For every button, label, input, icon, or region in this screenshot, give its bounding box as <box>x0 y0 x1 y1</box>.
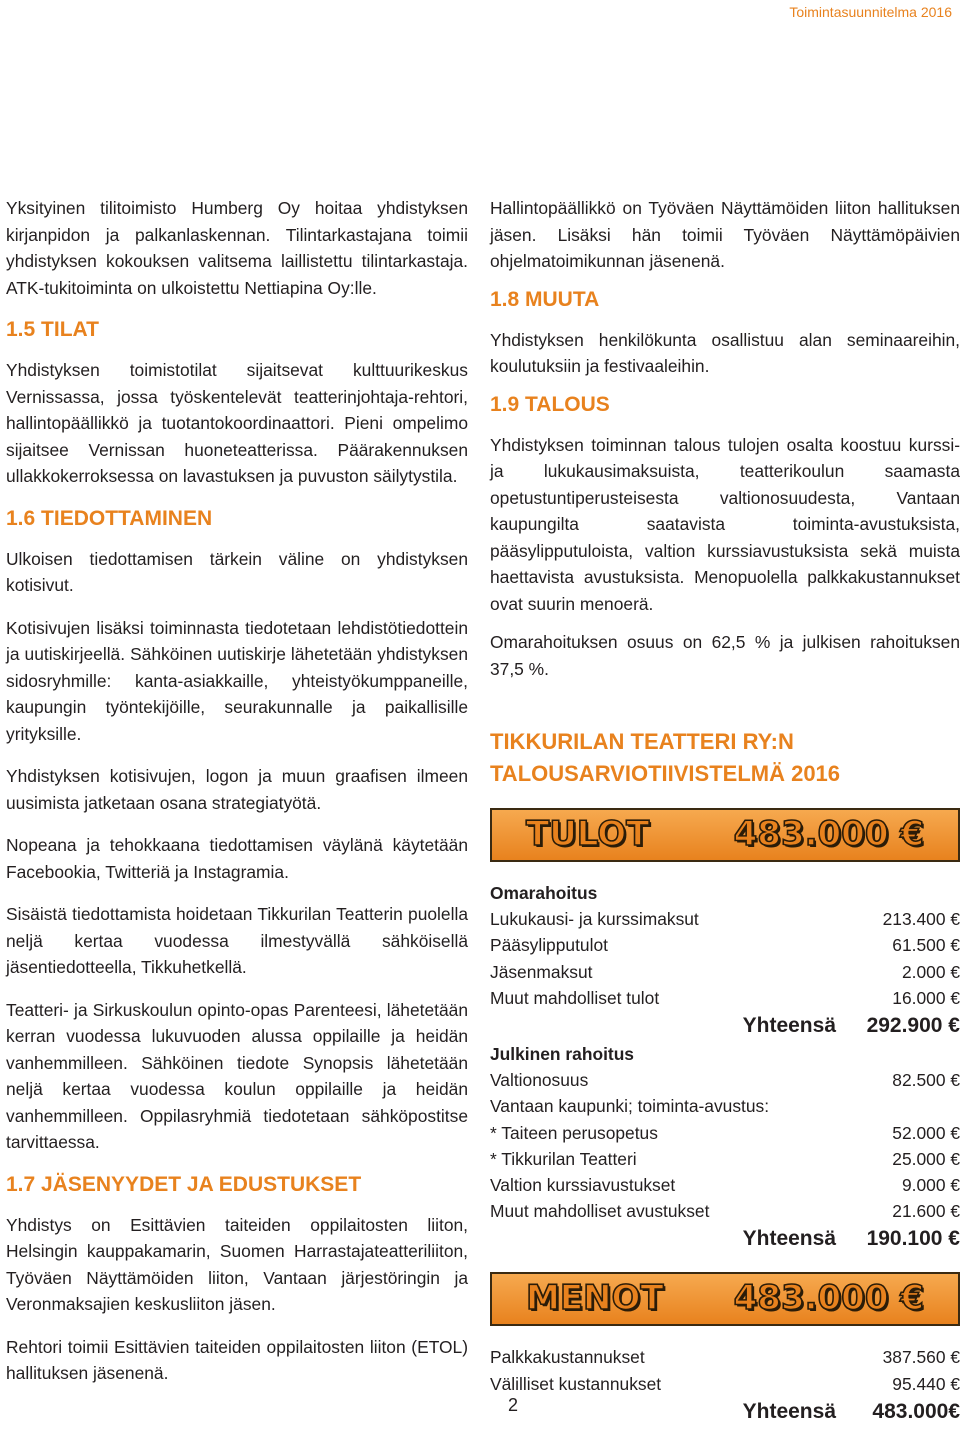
total-label: Yhteensä <box>742 1014 836 1038</box>
omarahoitus-title: Omarahoitus <box>490 883 598 903</box>
paragraph-muuta: Yhdistyksen henkilökunta osallistuu alan seminaareihin, koulutuksiin ja festivaaleihin. <box>490 329 960 376</box>
paragraph-talous-2: Omarahoituksen osuus on 62,5 % ja julkisen rahoituksen 37,5 %. <box>490 632 960 679</box>
paragraph-tiedottaminen-4: Nopeana ja tehokkaana tiedottamisen väylänä käytetään Facebookia, Twitteriä ja Instagramia. <box>6 835 468 882</box>
right-column <box>490 195 960 1427</box>
budget-row-value: 9.000 € <box>901 1175 960 1196</box>
budget-row-value: 213.400 € <box>882 909 960 930</box>
budget-row-label: Muut mahdolliset tulot <box>490 987 660 1008</box>
heading-budget-summary: TIKKURILAN TEATTERI RY:N TALOUSARVIOTIIVISTELMÄ 2016 <box>490 729 841 786</box>
budget-row <box>490 1371 960 1397</box>
menot-rows <box>490 1344 960 1396</box>
budget-row <box>490 1344 960 1370</box>
heading-muuta: 1.8 MUUTA <box>490 287 600 311</box>
heading-tilat: 1.5 TILAT <box>6 318 99 341</box>
expenses-banner-amount: 483.000 € <box>733 1278 924 1319</box>
running-header: Toimintasuunnitelma 2016 <box>789 4 952 20</box>
total-label: Yhteensä <box>742 1399 836 1423</box>
budget-row-label: Pääsylipputulot <box>490 935 608 956</box>
budget-row <box>490 1198 960 1224</box>
paragraph-talous-1: Yhdistyksen toiminnan talous tulojen osalta koostuu kurssi- ja lukukausimaksuista, teatterikoulun saamasta opetustuntiperusteisesta valtionosuudesta, Vantaan kaupungilta saatavista toiminta-avustuksista, pääsylipputuloista, valtion kurssiavustuksista sekä muista haettavista avustuksista. Menopuolella palkkakustannukset ovat suurin menoerä. <box>490 434 960 614</box>
budget-row-value: 2.000 € <box>901 961 960 982</box>
income-banner-amount: 483.000 € <box>733 814 924 854</box>
paragraph-intro: Yksityinen tilitoimisto Humberg Oy hoitaa yhdistyksen kirjanpidon ja palkanlaskennan. Tilintarkastajana toimii yhdistyksen kokouksen valitsema laillistettu tilintarkastaja. ATK-tukitoiminta on ulkoistettu Nettiapina Oy:lle. <box>6 198 468 298</box>
heading-tiedottaminen: 1.6 TIEDOTTAMINEN <box>6 506 213 530</box>
budget-row-label: Vantaan kaupunki; toiminta-avustus: <box>490 1096 770 1117</box>
total-value: 483.000€ <box>872 1399 960 1423</box>
budget-row <box>490 906 960 932</box>
total-label: Yhteensä <box>742 1227 836 1251</box>
paragraph-jasenyydet-1: Yhdistys on Esittävien taiteiden oppilaitosten liiton, Helsingin kauppakamarin, Suomen Harrastajateatteriliiton, Työväen Näyttämöiden liiton, Vantaan järjestöringin ja Veronmaksajien keskusliiton jäsen. <box>6 1214 468 1314</box>
paragraph-tiedottaminen-3: Yhdistyksen kotisivujen, logon ja muun graafisen ilmeen uusimista jatketaan osana strategiatyötä. <box>6 766 468 813</box>
budget-row <box>490 1146 960 1172</box>
budget-row-value: 21.600 € <box>892 1201 960 1222</box>
income-banner <box>490 808 960 862</box>
julkinen-title: Julkinen rahoitus <box>490 1044 634 1065</box>
income-banner-label: TULOT <box>526 814 650 854</box>
budget-row-label: Valtionosuus <box>490 1070 589 1091</box>
budget-row-label: Lukukausi- ja kurssimaksut <box>490 909 699 930</box>
heading-talous: 1.9 TALOUS <box>490 392 610 416</box>
paragraph-tiedottaminen-6: Teatteri- ja Sirkuskoulun opinto-opas Parenteesi, lähetetään kerran vuodessa lukuvuoden alussa oppilaille ja heidän vanhemmilleen. Sähköinen tiedote Synopsis lähetetään neljä kertaa vuodessa koulun oppilaille ja heidän vanhemmilleen. Oppilasryhmiä tiedotetaan sähköpostitse tarvittaessa. <box>6 999 468 1152</box>
budget-row-label: Jäsenmaksut <box>490 961 593 982</box>
left-column <box>6 195 468 1403</box>
julkinen-rows <box>490 1067 960 1224</box>
budget-row-value: 52.000 € <box>892 1122 960 1143</box>
total-value: 190.100 € <box>866 1227 960 1251</box>
budget-row <box>490 1093 960 1119</box>
paragraph-tiedottaminen-1: Ulkoisen tiedottamisen tärkein väline on yhdistyksen kotisivut. <box>6 548 468 595</box>
paragraph-hallinto: Hallintopäällikkö on Työväen Näyttämöiden liiton hallituksen jäsen. Lisäksi hän toimii Työväen Näyttämöpäivien ohjelmatoimikunnan jäsenenä. <box>490 198 960 271</box>
paragraph-tilat: Yhdistyksen toimistotilat sijaitsevat kulttuurikeskus Vernissassa, jossa työskentelevät teatterinjohtaja-rehtori, hallintopäällikkö ja tuotantokoordinaattori. Pieni ompelimo sijaitsee Vernissan huoneteatterissa. Päärakennuksen ullakkokerroksessa on lavastuksen ja puvuston säilytystila. <box>6 360 468 486</box>
budget-row-label: * Taiteen perusopetus <box>490 1122 658 1143</box>
omarahoitus-total-row <box>490 1011 960 1041</box>
expenses-banner <box>490 1272 960 1326</box>
budget-row-value: 82.500 € <box>892 1070 960 1091</box>
budget-row-label: Valtion kurssiavustukset <box>490 1175 676 1196</box>
budget-row-label: Välilliset kustannukset <box>490 1373 662 1394</box>
omarahoitus-rows <box>490 906 960 1011</box>
budget-row-value: 387.560 € <box>882 1347 960 1368</box>
budget-row-value: 61.500 € <box>892 935 960 956</box>
page-number: 2 <box>508 1395 519 1415</box>
heading-jasenyydet: 1.7 JÄSENYYDET JA EDUSTUKSET <box>6 1172 362 1196</box>
menot-total-row <box>490 1397 960 1427</box>
budget-row-label: * Tikkurilan Teatteri <box>490 1148 637 1169</box>
budget-row <box>490 959 960 985</box>
budget-row <box>490 932 960 958</box>
budget-row-value: 16.000 € <box>892 987 960 1008</box>
budget-row-value: 25.000 € <box>892 1148 960 1169</box>
expenses-banner-label: MENOT <box>526 1278 664 1319</box>
paragraph-tiedottaminen-2: Kotisivujen lisäksi toiminnasta tiedotetaan lehdistötiedottein ja uutiskirjeellä. Sähköinen uutiskirje lähetetään yhdistyksen sidosryhmille: kanta-asiakkaille, yhteistyökumppaneille, kaupungin työntekijöille, seurakunnalle ja paikallisille yrityksille. <box>6 617 468 744</box>
income-table <box>490 880 960 1254</box>
budget-row <box>490 1172 960 1198</box>
total-value: 292.900 € <box>866 1014 960 1038</box>
paragraph-tiedottaminen-5: Sisäistä tiedottamista hoidetaan Tikkurilan Teatterin puolella neljä kertaa vuodessa ilmestyvällä sähköisellä jäsentiedotteella, Tikkuhetkellä. <box>6 904 468 977</box>
budget-row-label: Muut mahdolliset avustukset <box>490 1201 710 1222</box>
julkinen-total-row <box>490 1224 960 1254</box>
expenses-table <box>490 1344 960 1426</box>
budget-row-label: Palkkakustannukset <box>490 1347 645 1368</box>
budget-row-value: 95.440 € <box>892 1373 960 1394</box>
budget-row <box>490 1120 960 1146</box>
budget-row <box>490 985 960 1011</box>
budget-row <box>490 1067 960 1093</box>
paragraph-jasenyydet-2: Rehtori toimii Esittävien taiteiden oppilaitosten liiton (ETOL) hallituksen jäsenenä. <box>6 1336 468 1383</box>
